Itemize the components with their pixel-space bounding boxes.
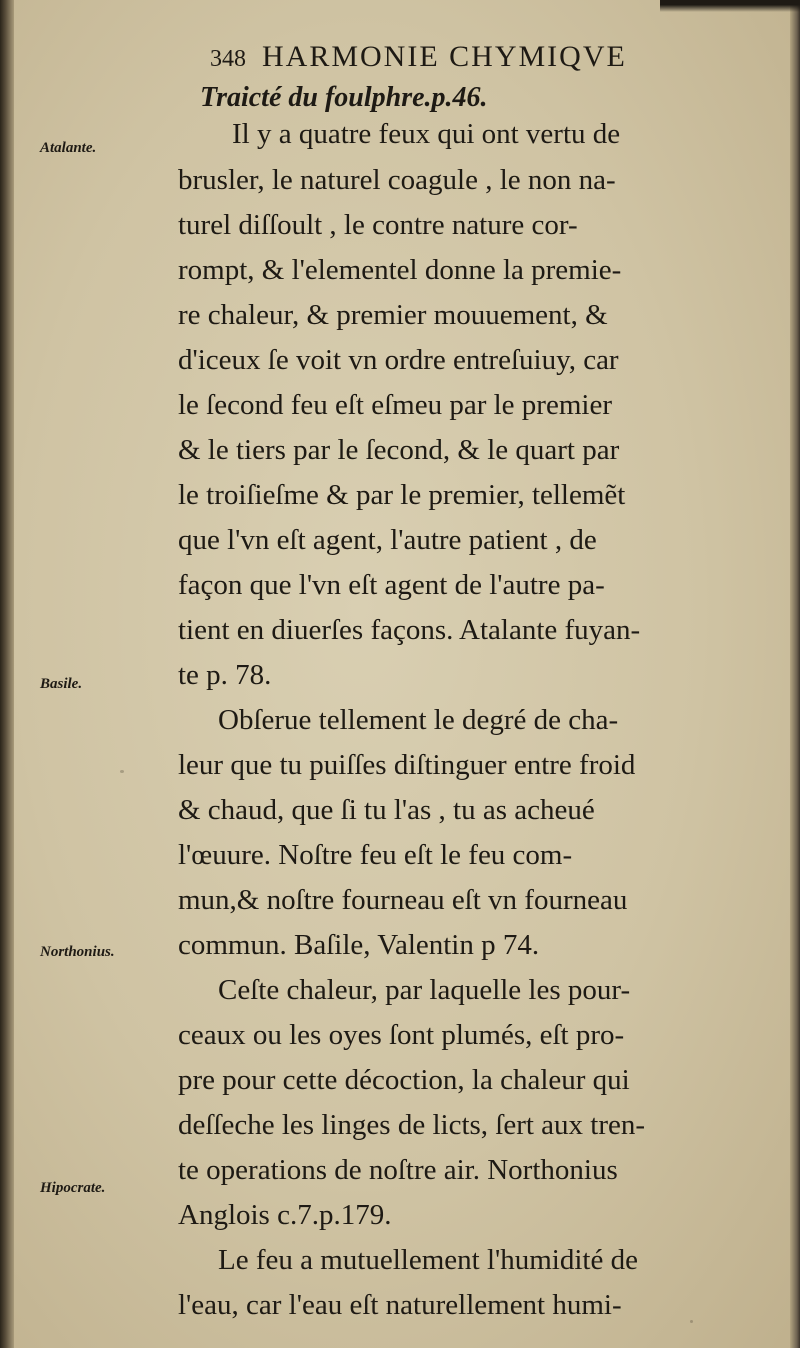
book-binding-edge — [0, 0, 14, 1348]
text-line: commun. Baſile, Valentin p 74. — [178, 929, 540, 961]
section-subtitle: Traicté du foulphre.p.46. — [200, 82, 488, 113]
margin-note-basile: Basile. — [40, 676, 83, 692]
text-line: re chaleur, & premier mouuement, & — [178, 299, 608, 331]
text-line: que l'vn eſt agent, l'autre patient , de — [178, 524, 597, 556]
margin-note-hipocrate: Hipocrate. — [40, 1180, 106, 1196]
text-line: rompt, & l'elementel donne la premie- — [178, 254, 622, 286]
top-corner-shadow — [660, 0, 800, 12]
text-line: Anglois c.7.p.179. — [178, 1199, 392, 1231]
text-line: mun,& noſtre fourneau eſt vn fourneau — [178, 884, 628, 916]
text-line: & le tiers par le ſecond, & le quart par — [178, 434, 620, 466]
running-header — [210, 40, 627, 86]
paper-speck — [690, 1320, 693, 1323]
text-line: le troiſieſme & par le premier, tellemẽt — [178, 479, 626, 511]
text-line: l'œuure. Noſtre feu eſt le feu com- — [178, 839, 573, 871]
paper-speck — [500, 1300, 504, 1303]
text-line: & chaud, que ſi tu l'as , tu as acheué — [178, 794, 595, 826]
text-line: brusler, le naturel coagule , le non na- — [178, 164, 616, 196]
text-line: turel diſſoult , le contre nature cor- — [178, 209, 578, 241]
text-line: Obſerue tellement le degré de cha- — [218, 704, 619, 736]
text-line: façon que l'vn eſt agent de l'autre pa- — [178, 569, 605, 601]
text-line: pre pour cette décoction, la chaleur qui — [178, 1064, 630, 1096]
text-line: Ceſte chaleur, par laquelle les pour- — [218, 974, 631, 1006]
running-title: HARMONIE CHYMIQVE — [262, 40, 627, 73]
text-line: te operations de noſtre air. Northonius — [178, 1154, 618, 1186]
text-line: le ſecond feu eſt eſmeu par le premier — [178, 389, 612, 421]
text-line: Le feu a mutuellement l'humidité de — [218, 1244, 638, 1276]
margin-note-atalante: Atalante. — [40, 140, 97, 156]
margin-note-northonius: Northonius. — [40, 944, 115, 960]
text-line: ceaux ou les oyes ſont plumés, eſt pro- — [178, 1019, 625, 1051]
page-right-edge — [790, 0, 800, 1348]
text-line: te p. 78. — [178, 659, 272, 691]
text-line: deſſeche les linges de licts, ſert aux tren- — [178, 1109, 646, 1141]
text-line: l'eau, car l'eau eſt naturellement humi- — [178, 1289, 622, 1321]
paper-speck — [120, 770, 124, 773]
text-line: leur que tu puiſſes diſtinguer entre froid — [178, 749, 636, 781]
text-line: Il y a quatre feux qui ont vertu de — [232, 118, 621, 150]
page-number: 348 — [210, 46, 246, 72]
text-line: tient en diuerſes façons. Atalante fuyan- — [178, 614, 641, 646]
text-line: d'iceux ſe voit vn ordre entreſuiuy, car — [178, 344, 619, 376]
